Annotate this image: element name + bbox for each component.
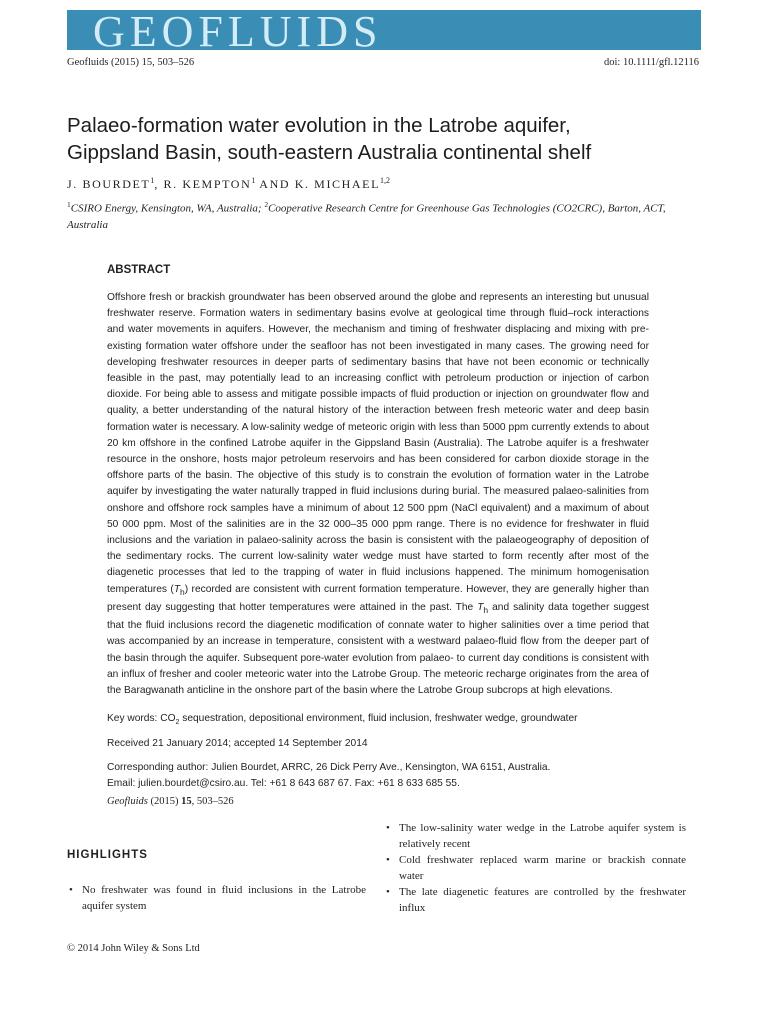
- abstract-heading: ABSTRACT: [107, 264, 171, 276]
- highlights-list-left: [67, 883, 366, 915]
- title-line-2: Gippsland Basin, south-eastern Australia continental shelf: [67, 141, 592, 164]
- author-name: R. KEMPTON: [163, 177, 252, 191]
- journal-banner: [67, 7, 701, 56]
- contact-email[interactable]: Email: julien.bourdet@csiro.au. Tel: +61 8 643 687 67. Fax: +61 8 633 685 55.: [107, 778, 460, 790]
- title-line-1: Palaeo-formation water evolution in the Latrobe aquifer,: [67, 114, 571, 137]
- highlights-heading: HIGHLIGHTS: [67, 849, 148, 861]
- received-dates: Received 21 January 2014; accepted 14 September 2014: [107, 738, 368, 749]
- journal-citation: Geofluids (2015) 15, 503–526: [67, 57, 195, 68]
- bullet-icon: •: [386, 822, 390, 834]
- corresponding-author: Corresponding author: Julien Bourdet, ARRC, 26 Dick Perry Ave., Kensington, WA 6151, Australia. Email: julien.bourdet@csiro.au. Tel: +61 8 643 687 67. Fax: +61 8 633 685 55.: [107, 760, 667, 792]
- author-name: K. MICHAEL: [294, 177, 381, 191]
- doi[interactable]: doi: 10.1111/gfl.12116: [604, 57, 699, 68]
- bullet-icon: •: [69, 884, 73, 896]
- copyright-notice: © 2014 John Wiley & Sons Ltd: [67, 943, 200, 954]
- keywords: Key words: $CO_2$ sequestration, depositional environment, fluid inclusion, freshwater wedge, groundwater: [107, 713, 578, 727]
- bullet-icon: •: [386, 886, 390, 898]
- article-citation: Geofluids (2015) 15, 503–526: [107, 796, 234, 807]
- list-item: • Cold freshwater replaced warm marine or brackish connate water: [386, 854, 686, 882]
- author-list: J. BOURDET$^1$, R. KEMPTON$^1$ AND K. MICHAEL$^{1,2}$: [67, 176, 391, 191]
- list-item: • The late diagenetic features are controlled by the freshwater influx: [386, 886, 686, 914]
- article-title: [67, 112, 707, 166]
- author-name: J. BOURDET: [67, 177, 151, 191]
- affiliations: $^1$CSIRO Energy, Kensington, WA, Australia; $^2$Cooperative Research Centre for Greenhouse Gas Technologies (CO2CRC), Barton, ACT, Australia: [67, 200, 666, 231]
- abstract-body: Offshore fresh or brackish groundwater has been observed around the globe and represents an interesting but unusual freshwater reserve. Formation waters in sedimentary basins evolve at geological time through fluid–rock interactions and water movements in aquifers. However, the mechanism and timing of freshwater displacing and mixing with pre-existing formation water offshore under the seafloor has not been investigated in many cases. The growing need for developing freshwater resources in deeper parts of sedimentary basins that have not been economic or technically feasible in the past, may potentially lead to an increasing conflict with petroleum production or injection of carbon dioxide. For being able to assess and mitigate possible impacts of fluid production or injection on groundwater flow and quality, a better understanding of the natural history of the interaction between fresh meteoric water and deep basin formation water is necessary. A low-salinity wedge of meteoric origin with less than 5000 ppm currently extends to about 20 km offshore in the confined Latrobe aquifer in the Gippsland Basin (Australia). The Latrobe aquifer is a freshwater resource in the onshore, hosts major petroleum reservoirs and has been considered for carbon dioxide storage in the offshore parts of the basin. The objective of this study is to constrain the evolution of formation water in the Latrobe aquifer by investigating the water naturally trapped in fluid inclusions during burial. The measured palaeo-salinities from onshore and offshore rock samples have a minimum of about 12 500 ppm (NaCl equivalent) and a maximum of about 50 000 ppm. Most of the salinities are in the 32 000–35 000 ppm range. There is no evidence for freshwater in fluid inclusions and the variation in palaeo-salinity across the basin is consistent with the palaeogeography of deposition of the sedimentary rocks. The current low-salinity water wedge must have started to form recently after most of the diagenetic processes that led to the trapping of water in fluid inclusions happened. The minimum homogenisation temperatures $(T_h)$ recorded are consistent with current formation temperature. However, they are generally higher than present day suggesting that hotter temperatures were attained in the past. The $T_h$ and salinity data together suggest that the fluid inclusions record the diagenetic modification of connate water to higher salinities over a time period that was accompanied by an increase in temperature, consistent with a westward palaeo-fluid flow from the deeper part of the basin through the aquifer. Subsequent pore-water evolution from palaeo- to current day conditions is consistent with an influx of fresher and cooler meteoric water into the Latrobe Group. The meteoric recharge originates from the area of the Baragwanath anticline in the onshore part of the basin where the Latrobe Group subcrops at high elevations.: [107, 292, 649, 696]
- bullet-icon: •: [386, 854, 390, 866]
- highlights-list-right: [384, 821, 686, 917]
- list-item: • The low-salinity water wedge in the Latrobe aquifer system is relatively recent: [386, 822, 686, 850]
- list-item: • No freshwater was found in fluid inclusions in the Latrobe aquifer system: [69, 884, 366, 912]
- journal-name: GEOFLUIDS: [93, 7, 383, 56]
